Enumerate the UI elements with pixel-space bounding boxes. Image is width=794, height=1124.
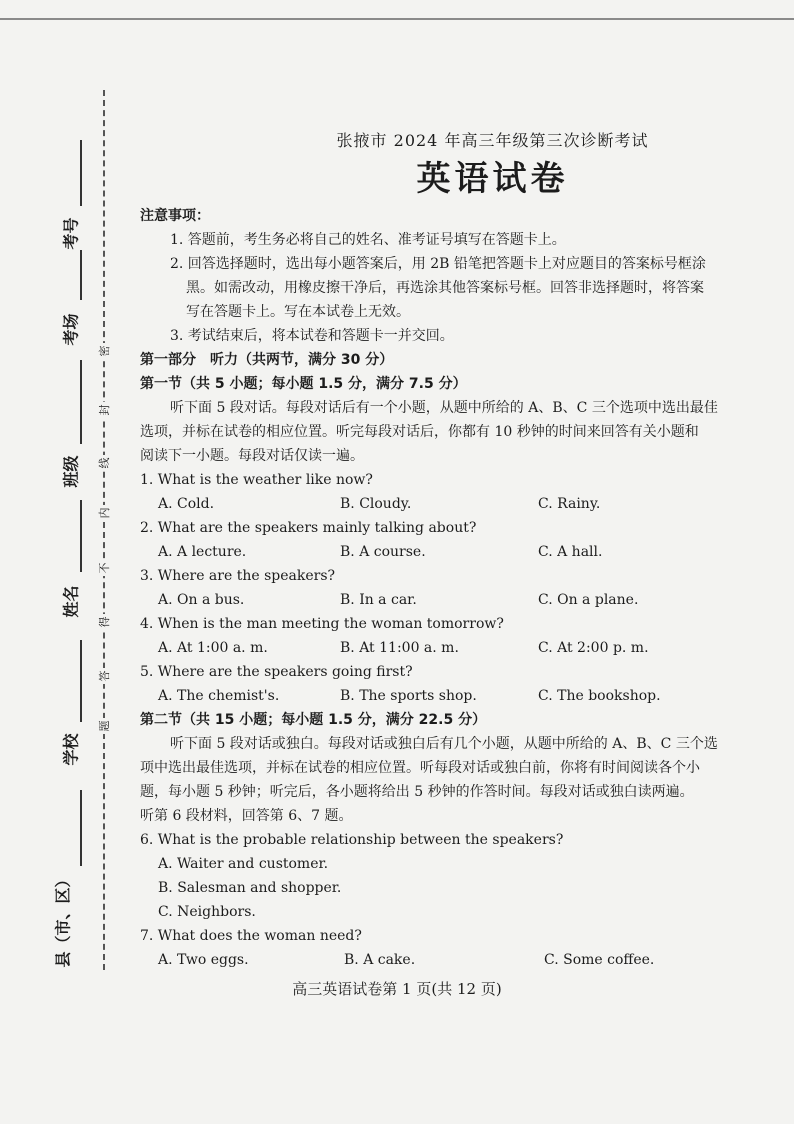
question-2: 2. What are the speakers mainly talking about? — [140, 520, 477, 536]
field-label-school: 学校 — [61, 733, 81, 766]
question-5-options — [140, 684, 765, 708]
notice-title: 注意事项： — [140, 208, 210, 224]
question-6-option-c: C. Neighbors. — [158, 904, 256, 920]
question-1-options — [140, 492, 765, 516]
question-2-options — [140, 540, 765, 564]
notice-item-1: 1. 答题前，考生务必将自己的姓名、准考证号填写在答题卡上。 — [170, 232, 566, 248]
field-line-exam-room — [80, 250, 82, 300]
section1-instructions-line-3: 阅读下一小题。每段对话仅读一遍。 — [140, 448, 364, 464]
question-1: 1. What is the weather like now? — [140, 472, 373, 488]
option-c: C. On a plane. — [538, 592, 639, 608]
option-b: B. A course. — [340, 544, 426, 560]
notice-block — [140, 204, 765, 348]
material-6-heading: 听第 6 段材料，回答第 6、7 题。 — [140, 808, 353, 824]
seal-char-6: 得 — [96, 614, 112, 630]
seal-char-5: 不 — [96, 560, 112, 576]
field-line-exam-number — [80, 140, 82, 206]
seal-char-7: 答 — [96, 668, 112, 684]
section2-title: 第二节（共 15 小题；每小题 1.5 分，满分 22.5 分） — [140, 712, 487, 728]
part1-title: 第一部分 听力（共两节，满分 30 分） — [140, 352, 394, 368]
option-a: A. The chemist's. — [158, 688, 280, 704]
seal-char-8: 题 — [96, 718, 112, 734]
section1-instructions-line-1: 听下面 5 段对话。每段对话后有一个小题，从题中所给的 A、B、C 三个选项中选出最佳 — [170, 400, 718, 416]
seal-dashed-line — [103, 90, 105, 970]
question-6: 6. What is the probable relationship between the speakers? — [140, 832, 564, 848]
section1-instructions-line-2: 选项，并标在试卷的相应位置。听完每段对话后，你都有 10 秒钟的时间来回答有关小题和 — [140, 424, 699, 440]
question-3: 3. Where are the speakers? — [140, 568, 336, 584]
option-a: A. On a bus. — [158, 592, 245, 608]
option-b: B. The sports shop. — [340, 688, 477, 704]
question-4: 4. When is the man meeting the woman tomorrow? — [140, 616, 504, 632]
notice-item-2-line-2: 黑。如需改动，用橡皮擦干净后，再选涂其他答案标号框。回答非选择题时，将答案 — [186, 280, 704, 296]
notice-item-2-line-1: 2. 回答选择题时，选出每小题答案后，用 2B 铅笔把答题卡上对应题目的答案标号框涂 — [170, 256, 706, 272]
field-line-class — [80, 360, 82, 444]
option-b: B. Cloudy. — [340, 496, 412, 512]
option-c: C. Rainy. — [538, 496, 601, 512]
field-line-name — [80, 500, 82, 572]
question-6-option-a: A. Waiter and customer. — [158, 856, 329, 872]
option-b: B. At 11:00 a. m. — [340, 640, 459, 656]
field-line-county — [80, 790, 82, 866]
question-6-option-b: B. Salesman and shopper. — [158, 880, 342, 896]
question-3-options — [140, 588, 765, 612]
option-c: C. The bookshop. — [538, 688, 661, 704]
option-a: A. A lecture. — [158, 544, 247, 560]
subject-title: 英语试卷 — [416, 159, 569, 199]
option-c: C. A hall. — [538, 544, 603, 560]
question-4-options — [140, 636, 765, 660]
section2-instructions-line-2: 项中选出最佳选项，并标在试卷的相应位置。听每段对话或独白前，你将有时间阅读各个小 — [140, 760, 700, 776]
question-5: 5. Where are the speakers going first? — [140, 664, 413, 680]
question-7: 7. What does the woman need? — [140, 928, 362, 944]
exam-content — [140, 128, 765, 972]
field-label-exam-number: 考号 — [61, 217, 81, 250]
field-label-name: 姓名 — [61, 585, 81, 618]
seal-char-3: 线 — [96, 455, 112, 471]
option-b: B. A cake. — [344, 952, 416, 968]
field-label-exam-room: 考场 — [61, 313, 81, 346]
question-7-options — [140, 948, 765, 972]
option-a: A. Two eggs. — [158, 952, 249, 968]
section2-instructions-line-1: 听下面 5 段对话或独白。每段对话或独白后有几个小题，从题中所给的 A、B、C 三个选 — [170, 736, 718, 752]
section1-title: 第一节（共 5 小题；每小题 1.5 分，满分 7.5 分） — [140, 376, 467, 392]
field-label-class: 班级 — [61, 455, 81, 488]
option-b: B. In a car. — [340, 592, 417, 608]
section2-instructions-line-3: 题，每小题 5 秒钟；听完后，各小题将给出 5 秒钟的作答时间。每段对话或独白读两遍。 — [140, 784, 694, 800]
field-label-county: 县（市、区） — [53, 871, 73, 968]
exam-title: 张掖市 2024 年高三年级第三次诊断考试 — [336, 131, 649, 150]
notice-item-3: 3. 考试结束后，将本试卷和答题卡一并交回。 — [170, 328, 454, 344]
page-footer: 高三英语试卷第 1 页(共 12 页) — [292, 980, 502, 998]
option-c: C. Some coffee. — [544, 952, 655, 968]
field-line-school — [80, 640, 82, 722]
binding-margin — [0, 0, 130, 1124]
option-a: A. Cold. — [158, 496, 215, 512]
seal-char-1: 密 — [96, 343, 112, 359]
option-a: A. At 1:00 a. m. — [158, 640, 268, 656]
seal-char-2: 封 — [96, 402, 112, 418]
notice-item-2-line-3: 写在答题卡上。写在本试卷上无效。 — [186, 304, 410, 320]
seal-char-4: 内 — [96, 505, 112, 521]
option-c: C. At 2:00 p. m. — [538, 640, 649, 656]
